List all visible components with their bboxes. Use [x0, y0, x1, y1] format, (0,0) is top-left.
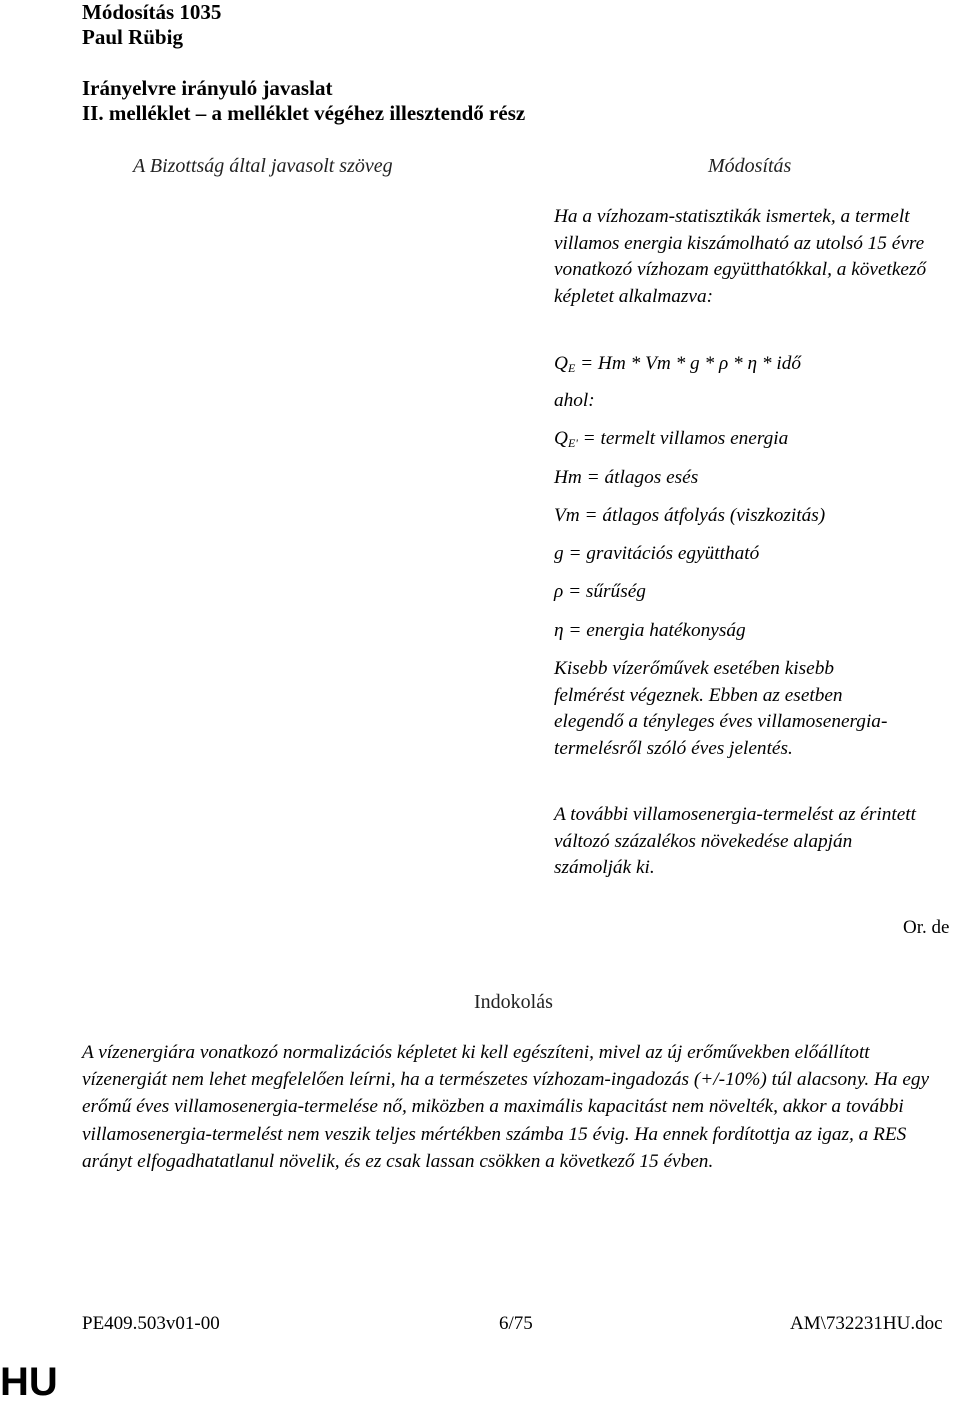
definition-efficiency: η = energia hatékonyság [554, 620, 746, 641]
additional-paragraph: A további villamosenergia-termelést az érintett változó százalékos növekedése alapján számolják ki. [554, 804, 916, 878]
annex-reference: II. melléklet – a melléklet végéhez illesztendő rész [82, 101, 526, 125]
original-language: Or. de [903, 917, 950, 938]
footer-file-name: AM\732231HU.doc [790, 1313, 943, 1334]
right-column-heading: Módosítás [708, 155, 792, 177]
definition-head: Hm = átlagos esés [554, 467, 699, 488]
definition-density: ρ = sűrűség [554, 581, 646, 602]
definition-text: = termelt villamos energia [577, 428, 789, 449]
definition-subscript: E' [567, 436, 578, 450]
footer-reference: PE409.503v01-00 [82, 1313, 220, 1334]
formula-subscript: E [567, 361, 576, 375]
document-type: Irányelvre irányuló javaslat [82, 76, 333, 100]
definition-symbol: Q [554, 428, 568, 449]
justification-text: A vízenergiára vonatkozó normalizációs képletet ki kell egészíteni, mivel az új erőművekben előállított vízenergiát nem lehet megfelelően leírni, ha a természetes vízhozam-ingadozás (+/-10%) túl alacsony. Ha egy erőmű éves villamosenergia-termelése nő, miközben a maximális kapacitást nem növelték, akkor a további villamosenergia-termelést nem veszik teljes mértékben számba 15 évig. Ha ennek fordítottja az igaz, a RES arányt elfogadhatatlanul növelik, és ez csak lassan csökken a következő 15 évben. [82, 1042, 930, 1172]
amendment-intro [554, 204, 954, 310]
formula-expression: = Hm * Vm * g * ρ * η * idő [575, 353, 801, 374]
definition-energy [554, 426, 954, 453]
formula-symbol: Q [554, 353, 568, 374]
amendment-intro-text: Ha a vízhozam-statisztikák ismertek, a termelt villamos energia kiszámolható az utolsó 15 évre vonatkozó vízhozam együtthatókkal, a következő képletet alkalmazva: [554, 206, 927, 307]
definition-flow: Vm = átlagos átfolyás (viszkozitás) [554, 505, 826, 526]
formula [554, 351, 954, 378]
amendment-author: Paul Rübig [82, 25, 183, 49]
small-plants-paragraph: Kisebb vízerőművek esetében kisebb felmérést végeznek. Ebben az esetben elegendő a tényleges éves villamosenergia-termelésről szóló éves jelentés. [554, 658, 888, 759]
language-code: HU [0, 1360, 58, 1404]
amendment-number: Módosítás 1035 [82, 0, 222, 24]
justification-heading: Indokolás [474, 991, 553, 1013]
where-label: ahol: [554, 390, 595, 411]
definition-gravity: g = gravitációs együttható [554, 543, 760, 564]
left-column-heading: A Bizottság által javasolt szöveg [133, 155, 393, 177]
footer-page-number: 6/75 [499, 1313, 533, 1334]
